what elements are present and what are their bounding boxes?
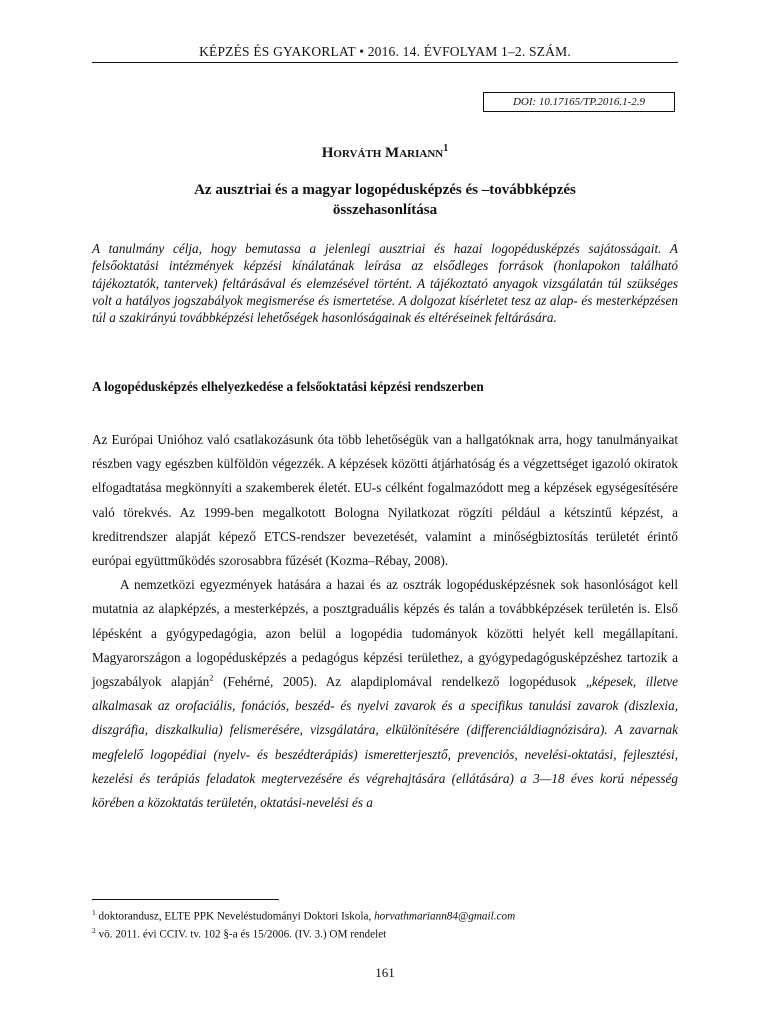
author-name — [92, 143, 678, 162]
title-line-2: összehasonlítása — [332, 202, 438, 218]
body-text — [92, 428, 678, 815]
paragraph-2 — [92, 573, 678, 815]
paragraph-2-citation: (Fehérné, 2005). Az alapdiplomával rendelkező logopédusok „ — [213, 674, 592, 690]
doi-box: DOI: 10.17165/TP.2016.1-2.9 — [483, 92, 675, 112]
footnote-rule — [92, 899, 279, 900]
title-line-1: Az ausztriai és a magyar logopédusképzés és –továbbképzés — [194, 182, 576, 198]
footnote-1-mark: 1 — [92, 908, 96, 917]
footnote-ref-2: 2 — [209, 672, 214, 683]
page-number: 161 — [375, 965, 395, 980]
running-head: KÉPZÉS ÉS GYAKORLAT • 2016. 14. ÉVFOLYAM 1–2. SZÁM. — [199, 44, 571, 59]
header-rule — [92, 62, 678, 63]
paragraph-2-quote: képesek, illetve alkalmasak az orofaciális, fonációs, beszéd- és nyelvi zavarok és a specifikus tanulási zavarok (diszlexia, diszgráfia, diszkalkulia) felismerésére, vizsgálatára, elkülönítésére (differenciáldiagnózisára). A zavarnak megfelelő logopédiai (nyelv- és beszédterápiás) ismeretterjesztő, prevenciós, nevelési-oktatási, fejlesztési, kezelési és terápiás feladatok megtervezésére és végrehajtására (ellátására) a 3—18 éves korú népesség körében a közoktatás területén, oktatási-nevelési és a — [92, 674, 678, 811]
footnote-2 — [92, 924, 678, 942]
article-title — [92, 180, 678, 220]
footnote-1-text: doktorandusz, ELTE PPK Neveléstudományi Doktori Iskola, — [95, 910, 375, 923]
footnotes — [92, 906, 678, 941]
author-footnote-mark: 1 — [443, 143, 449, 154]
footnote-1 — [92, 906, 678, 924]
author-name-text: Horváth Mariann — [321, 145, 444, 161]
footnote-2-text: vö. 2011. évi CCIV. tv. 102 §-a és 15/2006. (IV. 3.) OM rendelet — [95, 928, 387, 941]
footnote-2-mark: 2 — [92, 925, 96, 935]
paragraph-1: Az Európai Unióhoz való csatlakozásunk óta több lehetőségük van a hallgatóknak arra, hogy tanulmányaikat részben vagy egészben külföldön végezzék. A képzések közötti átjárhatóság és a végzettséget igazoló okiratok elfogadtatása megkönnyíti a szakemberek életét. EU-s célként fogalmazódott meg a képzések egységesítésére való törekvés. Az 1999-ben megalkotott Bologna Nyilatkozat rögzíti például a kétszintű képzést, a kreditrendszer alapját képező ETCS-rendszer bevezetését, valamint a minőségbiztosítás területét érintő európai együttműködés szorosabbra fűzését (Kozma–Rébay, 2008). — [92, 432, 678, 569]
paragraph-2-text: A nemzetközi egyezmények hatására a hazai és az osztrák logopédusképzésnek sok hasonlóságot kell mutatnia az alapképzés, a mesterképzés, a posztgraduális képzés és talán a továbbképzések területén is. Első lépésként a gyógypedagógia, azon belül a logopédia tudományok közötti helyét kell megállapítani. Magyarországon a logopédusképzés a pedagógus képzési területhez, a gyógypedagógusképzéshez tartozik a jogszabályok alapján — [92, 577, 678, 690]
footnote-1-email[interactable]: horvathmariann84@gmail.com — [374, 910, 516, 923]
abstract: A tanulmány célja, hogy bemutassa a jelenlegi ausztriai és hazai logopédusképzés sajátosságait. A felsőoktatási intézmények képzési kínálatának leírása az elsődleges források (honlapokon található tájékoztatók, tantervek) feltárásával és elemzésével történt. A tájékoztató anyagok vizsgálatán túl szükséges volt a hatályos jogszabályok megismerése és ismertetése. A dolgozat kísérletet tesz az alap- és mesterképzésen túl a szakirányú továbbképzési lehetőségek hasonlóságainak és eltéréseinek feltárására. — [92, 241, 678, 326]
section-heading: A logopédusképzés elhelyezkedése a felsőoktatási képzési rendszerben — [92, 379, 484, 394]
